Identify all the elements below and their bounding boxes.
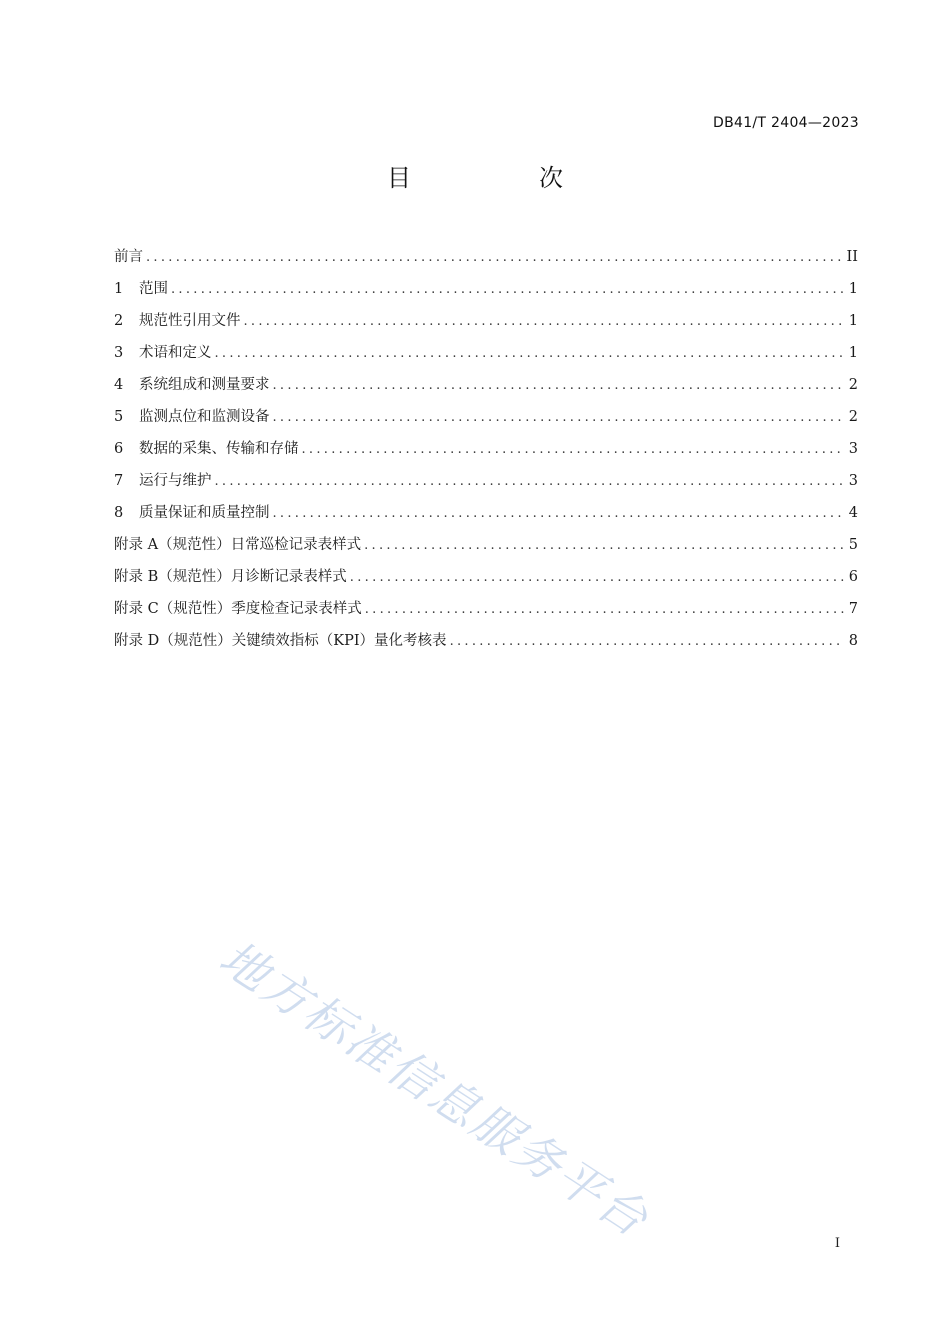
toc-entry-page: 7	[848, 601, 858, 617]
toc-entry[interactable]	[114, 243, 858, 275]
toc-entry-number: 4	[114, 377, 124, 393]
toc-leader-dots	[364, 532, 844, 560]
toc-entry-page: II	[846, 249, 858, 265]
toc-entry-appendix[interactable]	[114, 531, 858, 563]
toc-entry-number: 1	[114, 281, 124, 297]
toc-leader-dots	[302, 436, 845, 464]
toc-entry-number: 5	[114, 409, 124, 425]
toc-entry-label: 附录 A（规范性）日常巡检记录表样式	[114, 537, 362, 553]
toc-entry-page: 1	[848, 313, 858, 329]
toc-entry-page: 2	[848, 409, 858, 425]
toc-entry-page: 1	[848, 281, 858, 297]
toc-entry[interactable]	[114, 435, 858, 467]
toc-entry-page: 5	[848, 537, 858, 553]
toc-entry-page: 2	[848, 377, 858, 393]
toc-entry-page: 6	[848, 569, 858, 585]
toc-leader-dots	[244, 308, 845, 336]
toc-leader-dots	[215, 340, 845, 368]
toc-leader-dots	[146, 244, 843, 272]
toc-entry-number: 8	[114, 505, 124, 521]
toc-entry-appendix[interactable]	[114, 627, 858, 659]
toc-entry[interactable]	[114, 403, 858, 435]
toc-entry-label: 前言	[114, 249, 143, 265]
toc-entry-label: 附录 B（规范性）月诊断记录表样式	[114, 569, 347, 585]
toc-entry-page: 1	[848, 345, 858, 361]
toc-leader-dots	[450, 628, 844, 656]
toc-leader-dots	[171, 276, 844, 304]
watermark-text: 地方标准信息服务平台	[209, 930, 659, 1249]
toc-leader-dots	[215, 468, 845, 496]
toc-entry-appendix[interactable]	[114, 595, 858, 627]
toc-entry-label: 质量保证和质量控制	[139, 505, 270, 521]
toc-leader-dots	[273, 500, 845, 528]
page-title: 目 次	[387, 164, 615, 192]
toc-entry-label: 监测点位和监测设备	[139, 409, 270, 425]
table-of-contents	[114, 243, 858, 659]
document-code: DB41/T 2404—2023	[713, 115, 859, 131]
toc-entry-label: 运行与维护	[139, 473, 212, 489]
toc-entry-number: 3	[114, 345, 124, 361]
toc-leader-dots	[273, 372, 845, 400]
toc-entry[interactable]	[114, 339, 858, 371]
toc-entry-number: 6	[114, 441, 124, 457]
toc-entry[interactable]	[114, 275, 858, 307]
toc-entry[interactable]	[114, 467, 858, 499]
toc-leader-dots	[273, 404, 845, 432]
toc-entry[interactable]	[114, 499, 858, 531]
toc-leader-dots	[350, 564, 844, 592]
toc-entry-appendix[interactable]	[114, 563, 858, 595]
toc-entry[interactable]	[114, 307, 858, 339]
toc-entry-label: 范围	[139, 281, 168, 297]
toc-entry-label: 系统组成和测量要求	[139, 377, 270, 393]
toc-entry-label: 术语和定义	[139, 345, 212, 361]
toc-entry[interactable]	[114, 371, 858, 403]
toc-entry-page: 8	[848, 633, 858, 649]
toc-entry-label: 数据的采集、传输和存储	[139, 441, 299, 457]
toc-entry-page: 3	[848, 441, 858, 457]
toc-entry-label: 规范性引用文件	[139, 313, 241, 329]
toc-entry-page: 3	[848, 473, 858, 489]
page-number: I	[834, 1236, 840, 1251]
toc-entry-label: 附录 D（规范性）关键绩效指标（KPI）量化考核表	[114, 633, 447, 649]
toc-leader-dots	[365, 596, 844, 624]
toc-entry-page: 4	[848, 505, 858, 521]
toc-entry-label: 附录 C（规范性）季度检查记录表样式	[114, 601, 362, 617]
toc-entry-number: 7	[114, 473, 124, 489]
toc-entry-number: 2	[114, 313, 124, 329]
